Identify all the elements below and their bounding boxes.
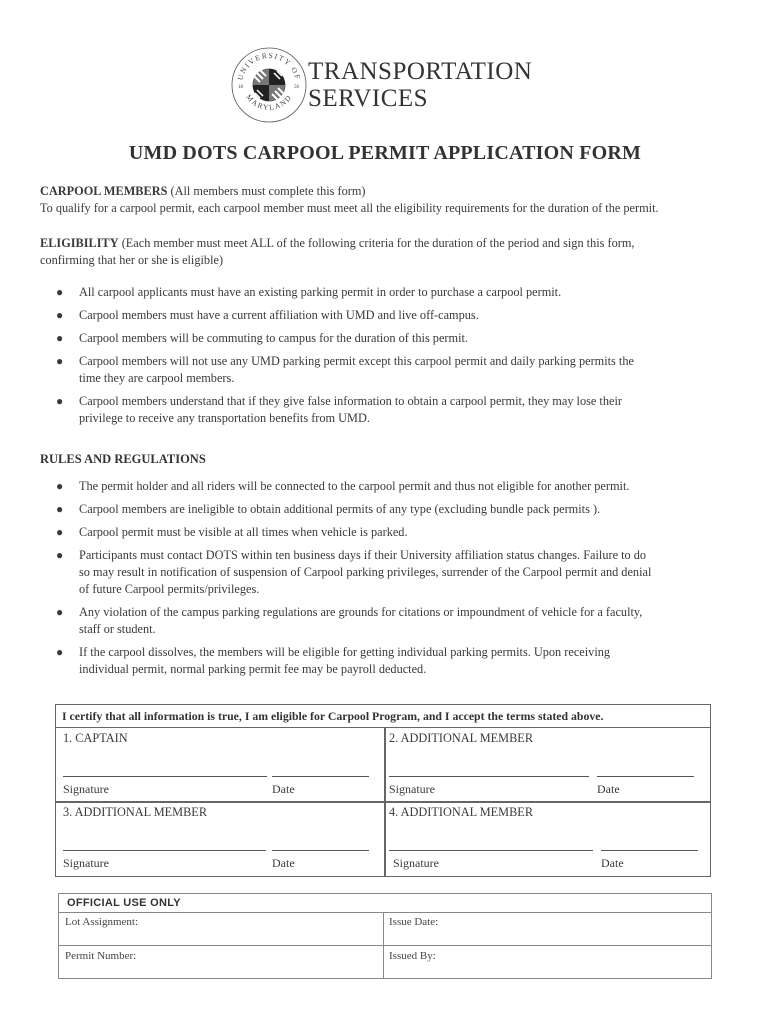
org-name-line2: SERVICES <box>308 85 429 112</box>
carpool-members-text: To qualify for a carpool permit, each carpool member must meet all the eligibility requirements for the duration of the permit. <box>40 201 659 215</box>
member3-label: 3. ADDITIONAL MEMBER <box>63 805 208 819</box>
carpool-members-heading: CARPOOL MEMBERS <box>40 184 168 198</box>
member3-date-line[interactable] <box>272 850 369 851</box>
list-item-line: Carpool members are ineligible to obtain additional permits of any type (excluding bundle pack permits ). <box>79 502 601 516</box>
captain-signature-label: Signature <box>63 782 109 796</box>
list-item-line: The permit holder and all riders will be connected to the carpool permit and thus not eligible for another permit. <box>79 479 630 493</box>
seal-arc-top: UNIVERSITY OF <box>235 50 303 82</box>
list-item-line: Any violation of the campus parking regulations are grounds for citations or impoundment of vehicle for a faculty, <box>79 605 643 619</box>
carpool-members-note: (All members must complete this form) <box>170 184 366 198</box>
list-item <box>40 393 740 427</box>
list-item <box>40 547 740 598</box>
seal-year-left: 18 <box>238 85 243 90</box>
member4-date-label: Date <box>601 856 624 870</box>
list-item-line: Carpool members will be commuting to campus for the duration of this permit. <box>79 331 468 345</box>
issued-by-field[interactable]: Issued By: <box>389 950 436 962</box>
bullet-icon: ● <box>56 394 64 408</box>
member3-date-label: Date <box>272 856 295 870</box>
member2-date-line[interactable] <box>597 776 694 777</box>
header <box>230 46 610 128</box>
captain-date-line[interactable] <box>272 776 369 777</box>
rules-heading: RULES AND REGULATIONS <box>40 452 206 466</box>
list-item-line: time they are carpool members. <box>79 371 235 385</box>
bullet-icon: ● <box>56 502 64 516</box>
bullet-icon: ● <box>56 548 64 562</box>
carpool-members-section <box>40 183 740 217</box>
list-item-line: of future Carpool permits/privileges. <box>79 582 260 596</box>
member2-signature-line[interactable] <box>389 776 589 777</box>
eligibility-note-cont: confirming that her or she is eligible) <box>40 253 224 267</box>
page-title: UMD DOTS CARPOOL PERMIT APPLICATION FORM <box>128 142 642 164</box>
list-item-line: staff or student. <box>79 622 156 636</box>
list-item-line: All carpool applicants must have an existing parking permit in order to purchase a carpool permit. <box>79 285 562 299</box>
member2-signature-label: Signature <box>389 782 435 796</box>
list-item-line: Carpool members understand that if they give false information to obtain a carpool permit, they may lose their <box>79 394 622 408</box>
permit-number-field[interactable]: Permit Number: <box>65 950 137 962</box>
member3-signature-label: Signature <box>63 856 109 870</box>
captain-signature-line[interactable] <box>63 776 267 777</box>
certification-box <box>55 704 711 877</box>
org-name <box>308 58 532 112</box>
list-item <box>40 524 740 541</box>
maryland-flag-icon <box>253 69 285 101</box>
university-seal-icon <box>230 46 308 124</box>
list-item-line: Carpool permit must be visible at all times when vehicle is parked. <box>79 525 408 539</box>
captain-date-label: Date <box>272 782 295 796</box>
member2-label: 2. ADDITIONAL MEMBER <box>389 731 534 745</box>
member2-date-label: Date <box>597 782 620 796</box>
member4-label: 4. ADDITIONAL MEMBER <box>389 805 534 819</box>
member3-signature-line[interactable] <box>63 850 266 851</box>
member4-signature-line[interactable] <box>389 850 593 851</box>
list-item <box>40 644 740 678</box>
bullet-icon: ● <box>56 645 64 659</box>
list-item <box>40 330 740 347</box>
eligibility-heading: ELIGIBILITY <box>40 236 119 250</box>
list-item <box>40 501 740 518</box>
bullet-icon: ● <box>56 285 64 299</box>
issue-date-field[interactable]: Issue Date: <box>389 916 439 928</box>
org-name-line1: TRANSPORTATION <box>308 58 533 85</box>
official-use-box <box>58 893 712 979</box>
eligibility-section <box>40 235 740 269</box>
official-use-heading: OFFICIAL USE ONLY <box>59 894 711 913</box>
bullet-icon: ● <box>56 308 64 322</box>
list-item-line: If the carpool dissolves, the members will be eligible for getting individual parking permits. Upon receiving <box>79 645 611 659</box>
list-item-line: Carpool members will not use any UMD parking permit except this carpool permit and daily parking permits the <box>79 354 634 368</box>
list-item-line: Carpool members must have a current affiliation with UMD and live off-campus. <box>79 308 479 322</box>
bullet-icon: ● <box>56 525 64 539</box>
list-item-line: so may result in notification of suspension of Carpool parking privileges, surrender of the Carpool permit and denial <box>79 565 652 579</box>
list-item <box>40 604 740 638</box>
seal-year-right: 56 <box>294 85 299 90</box>
member4-date-line[interactable] <box>601 850 698 851</box>
bullet-icon: ● <box>56 331 64 345</box>
rules-list <box>40 478 740 678</box>
list-item <box>40 353 740 387</box>
list-item <box>40 478 740 495</box>
member4-signature-label: Signature <box>393 856 439 870</box>
list-item-line: individual permit, normal parking permit fee may be payroll deducted. <box>79 662 427 676</box>
eligibility-list <box>40 284 740 427</box>
list-item <box>40 307 740 324</box>
bullet-icon: ● <box>56 354 64 368</box>
list-item-line: privilege to receive any transportation benefits from UMD. <box>79 411 370 425</box>
bullet-icon: ● <box>56 605 64 619</box>
list-item-line: Participants must contact DOTS within ten business days if their University affiliation status changes. Failure to do <box>79 548 647 562</box>
lot-assignment-field[interactable]: Lot Assignment: <box>65 916 139 928</box>
certification-statement: I certify that all information is true, I am eligible for Carpool Program, and I accept the terms stated above. <box>56 705 710 728</box>
seal-arc-bottom: MARYLAND <box>244 92 294 112</box>
bullet-icon: ● <box>56 479 64 493</box>
list-item <box>40 284 740 301</box>
captain-label: 1. CAPTAIN <box>63 731 128 745</box>
eligibility-note: (Each member must meet ALL of the following criteria for the duration of the period and sign this form, <box>121 236 635 250</box>
